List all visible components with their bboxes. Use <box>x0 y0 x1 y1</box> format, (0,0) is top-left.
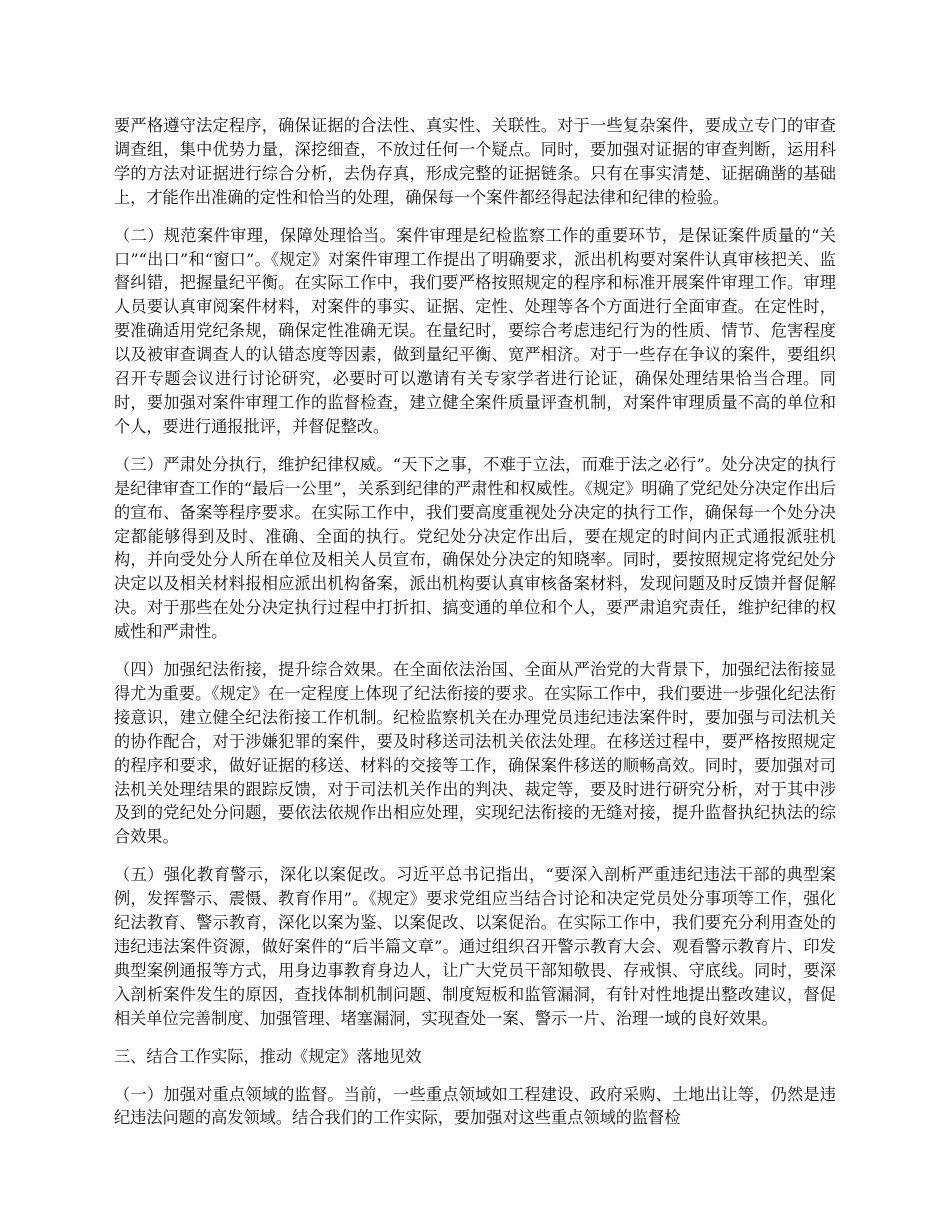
paragraph-discipline-law-link: （四）加强纪法衔接，提升综合效果。在全面依法治国、全面从严治党的大背景下，加强纪法衔接显得尤为重要。《规定》在一定程度上体现了纪法衔接的要求。在实际工作中，我们要进一步强化纪法衔接意识，建立健全纪法衔接工作机制。纪检监察机关在办理党员违纪违法案件时，要加强与司法机关的协作配合，对于涉嫌犯罪的案件，要及时移送司法机关依法处理。在移送过程中，要严格按照规定的程序和要求，做好证据的移送、材料的交接等工作，确保案件移送的顺畅高效。同时，要加强对司法机关处理结果的跟踪反馈，对于司法机关作出的判决、裁定等，要及时进行研究分析，对于其中涉及到的党纪处分问题，要依法依规作出相应处理，实现纪法衔接的无缝对接，提升监督执纪执法的综合效果。 <box>114 660 836 847</box>
document-page <box>114 114 836 1144</box>
paragraph-penalty-execution: （三）严肃处分执行，维护纪律权威。“天下之事，不难于立法，而难于法之必行”。处分决定的执行是纪律审查工作的“最后一公里”，关系到纪律的严肃性和权威性。《规定》明确了党纪处分决定作出后的宣布、备案等程序要求。在实际工作中，我们要高度重视处分决定的执行工作，确保每一个处分决定都能够得到及时、准确、全面的执行。党纪处分决定作出后，要在规定的时间内正式通报派驻机构，并向受处分人所在单位及相关人员宣布，确保处分决定的知晓率。同时，要按照规定将党纪处分决定以及相关材料报相应派出机构备案，派出机构要认真审核备案材料，发现问题及时反馈并督促解决。对于那些在处分决定执行过程中打折扣、搞变通的单位和个人，要严肃追究责任，维护纪律的权威性和严肃性。 <box>114 454 836 642</box>
paragraph-education-warning: （五）强化教育警示，深化以案促改。习近平总书记指出，“要深入剖析严重违纪违法干部的典型案例，发挥警示、震慑、教育作用”。《规定》要求党组应当结合讨论和决定党员处分事项等工作，强化纪法教育、警示教育，深化以案为鉴、以案促改、以案促治。在实际工作中，我们要充分利用查处的违纪违法案件资源，做好案件的“后半篇文章”。通过组织召开警示教育大会、观看警示教育片、印发典型案例通报等方式，用身边事教育身边人，让广大党员干部知敬畏、存戒惧、守底线。同时，要深入剖析案件发生的原因，查找体制机制问题、制度短板和监管漏洞，有针对性地提出整改建议，督促相关单位完善制度、加强管理、堵塞漏洞，实现查处一案、警示一片、治理一域的良好效果。 <box>114 865 836 1028</box>
paragraph-evidence-review: 要严格遵守法定程序，确保证据的合法性、真实性、关联性。对于一些复杂案件，要成立专门的审查调查组，集中优势力量，深挖细查，不放过任何一个疑点。同时，要加强对证据的审查判断，运用科学的方法对证据进行综合分析，去伪存真，形成完整的证据链条。只有在事实清楚、证据确凿的基础上，才能作出准确的定性和恰当的处理，确保每一个案件都经得起法律和纪律的检验。 <box>114 116 836 207</box>
section-heading: 三、结合工作实际，推动《规定》落地见效 <box>114 1046 422 1066</box>
paragraph-key-areas-supervision: （一）加强对重点领域的监督。当前，一些重点领域如工程建设、政府采购、土地出让等，仍然是违纪违法问题的高发领域。结合我们的工作实际，要加强对这些重点领域的监督检 <box>114 1084 836 1128</box>
paragraph-case-trial: （二）规范案件审理，保障处理恰当。案件审理是纪检监察工作的重要环节，是保证案件质量的“关口”“出口”和“窗口”。《规定》对案件审理工作提出了明确要求，派出机构要对案件认真审核把关、监督纠错，把握量纪平衡。在实际工作中，我们要严格按照规定的程序和标准开展案件审理工作。审理人员要认真审阅案件材料，对案件的事实、证据、定性、处理等各个方面进行全面审查。在定性时，要准确适用党纪条规，确保定性准确无误。在量纪时，要综合考虑违纪行为的性质、情节、危害程度以及被审查调查人的认错态度等因素，做到量纪平衡、宽严相济。对于一些存在争议的案件，要组织召开专题会议进行讨论研究，必要时可以邀请有关专家学者进行论证，确保处理结果恰当合理。同时，要加强对案件审理工作的监督检查，建立健全案件质量评查机制，对案件审理质量不高的单位和个人，要进行通报批评，并督促整改。 <box>114 225 836 436</box>
